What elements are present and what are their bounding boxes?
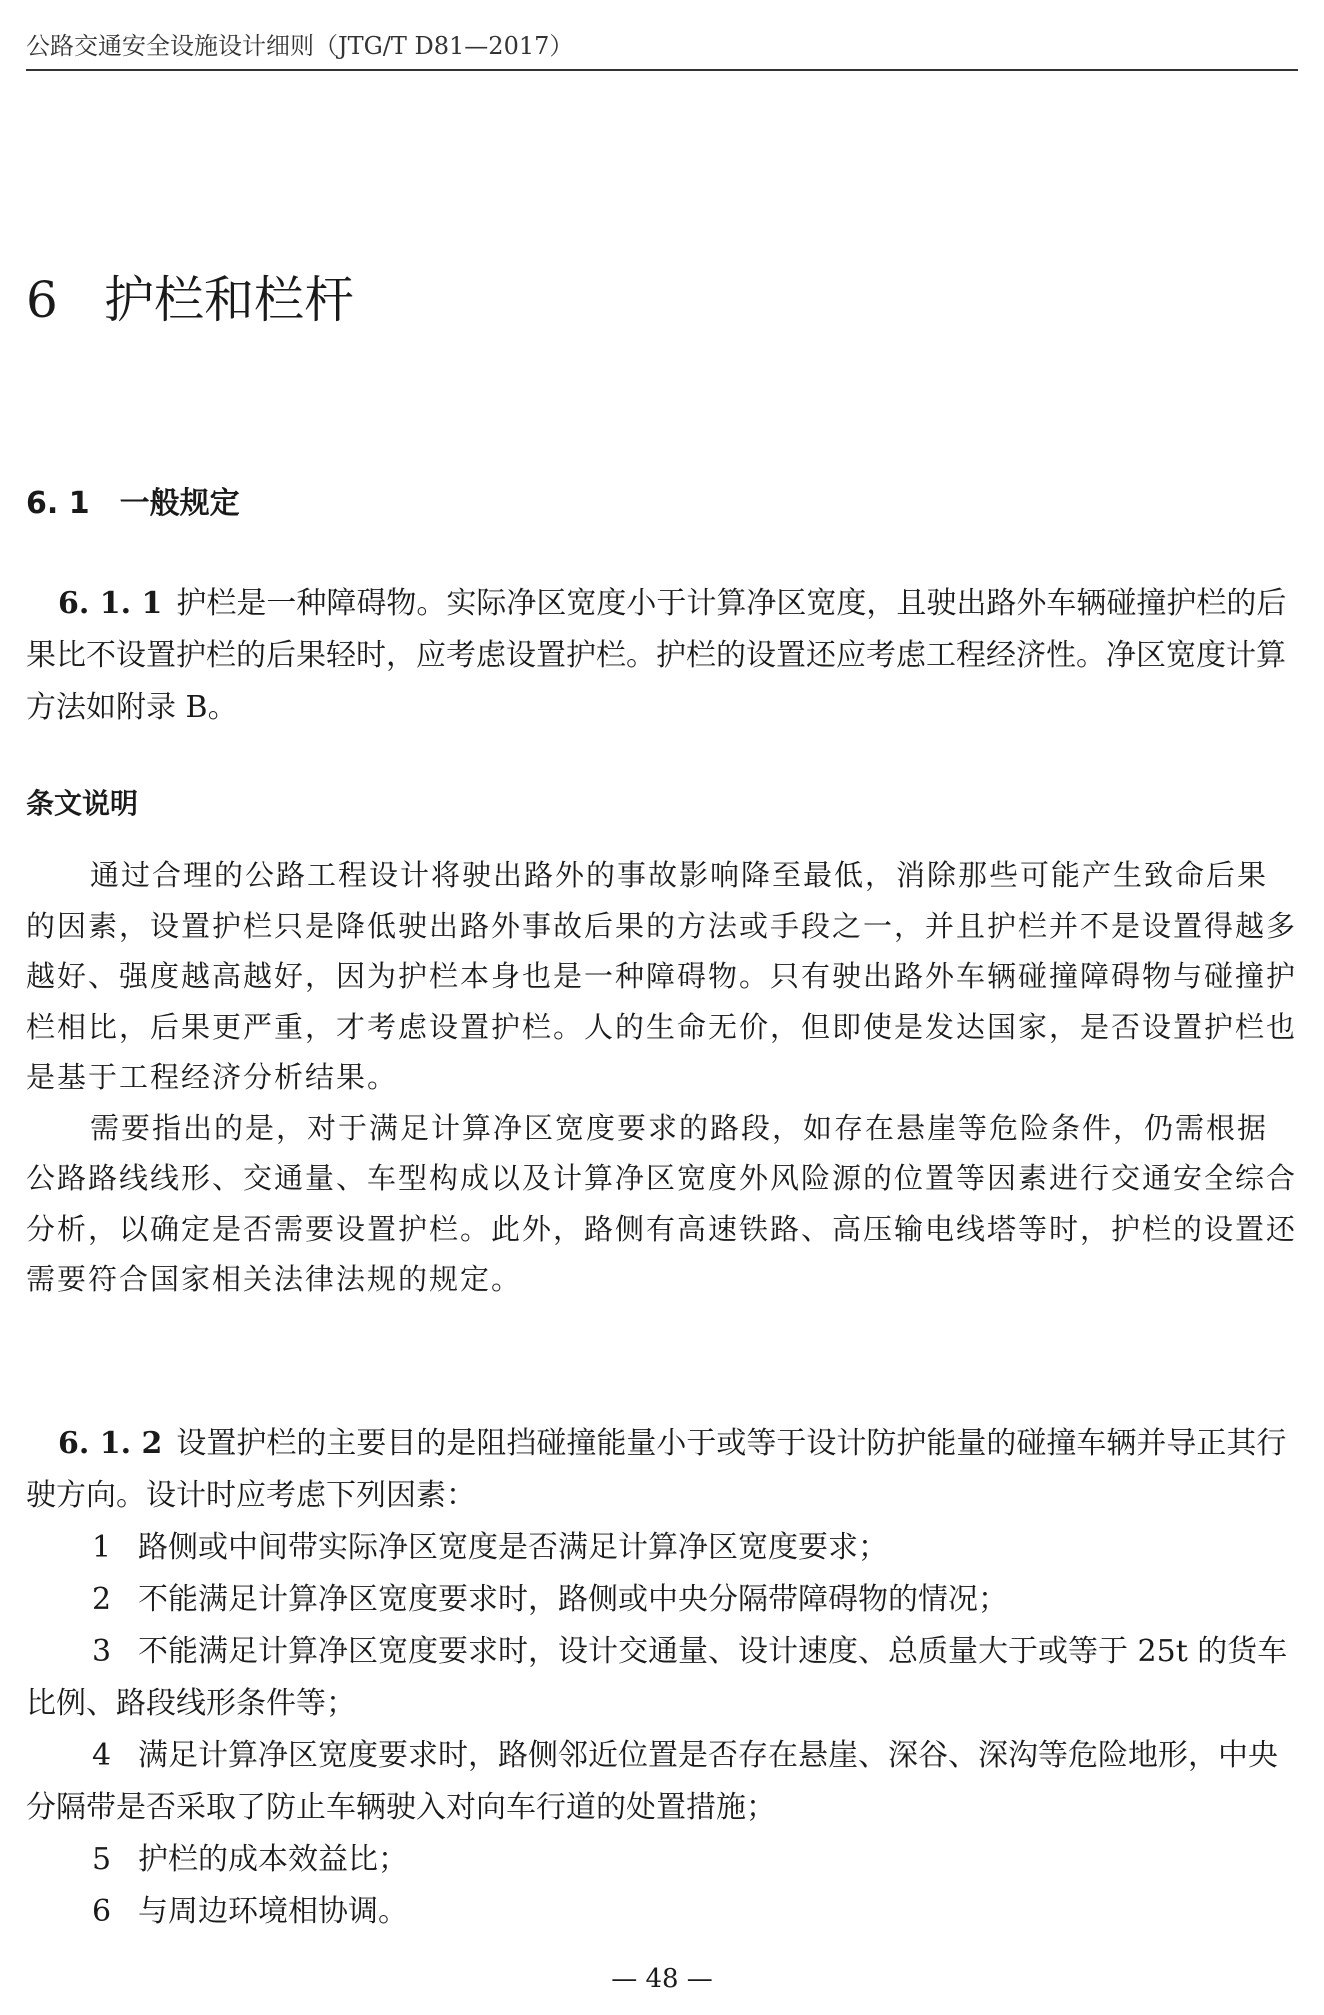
page-number: — 48 — <box>611 1964 713 1994</box>
list-item <box>26 1834 1298 1886</box>
clause-6-1-1 <box>26 578 1298 734</box>
chapter-title-text: 护栏和栏杆 <box>104 271 354 329</box>
section-title-text: 一般规定 <box>119 486 240 521</box>
header-rule <box>26 69 1298 71</box>
list-item <box>26 1574 1298 1626</box>
explanation-paragraph: 通过合理的公路工程设计将驶出路外的事故影响降至最低，消除那些可能产生致命后果的因素，设置护栏只是降低驶出路外事故后果的方法或手段之一，并且护栏并不是设置得越多越好、强度越高越好，因为护栏本身也是一种障碍物。只有驶出路外车辆碰撞障碍物与碰撞护栏相比，后果更严重，才考虑设置护栏。人的生命无价，但即使是发达国家，是否设置护栏也是基于工程经济分析结果。 <box>26 858 1298 1094</box>
chapter-title <box>26 260 354 332</box>
item-text: 满足计算净区宽度要求时，路侧邻近位置是否存在悬崖、深谷、深沟等危险地形，中央分隔带是否采取了防止车辆驶入对向车行道的处置措施； <box>26 1738 1278 1825</box>
clause-number: 6. 1. 1 <box>58 586 163 621</box>
explanation-body <box>26 850 1298 1305</box>
chapter-number: 6 <box>26 271 58 329</box>
clause-text: 护栏是一种障碍物。实际净区宽度小于计算净区宽度，且驶出路外车辆碰撞护栏的后果比不设置护栏的后果轻时，应考虑设置护栏。护栏的设置还应考虑工程经济性。净区宽度计算方法如附录 B。 <box>26 586 1287 725</box>
explanation-heading: 条文说明 <box>26 787 139 820</box>
item-number: 3 <box>92 1634 112 1669</box>
running-header: 公路交通安全设施设计细则（JTG/T D81—2017） <box>26 32 574 60</box>
item-text: 护栏的成本效益比； <box>138 1842 408 1877</box>
clause-number: 6. 1. 2 <box>58 1426 163 1461</box>
item-number: 2 <box>92 1582 112 1617</box>
item-text: 路侧或中间带实际净区宽度是否满足计算净区宽度要求； <box>138 1530 888 1565</box>
factor-list <box>26 1522 1298 1938</box>
list-item <box>26 1730 1298 1834</box>
item-text: 与周边环境相协调。 <box>138 1894 408 1929</box>
item-number: 5 <box>92 1842 112 1877</box>
item-number: 6 <box>92 1894 112 1929</box>
item-number: 4 <box>92 1738 112 1773</box>
item-text: 不能满足计算净区宽度要求时，路侧或中央分隔带障碍物的情况； <box>138 1582 1008 1617</box>
clause-6-1-2 <box>26 1418 1298 1522</box>
clause-text: 设置护栏的主要目的是阻挡碰撞能量小于或等于设计防护能量的碰撞车辆并导正其行驶方向。设计时应考虑下列因素： <box>26 1426 1287 1513</box>
list-item <box>26 1626 1298 1730</box>
item-text: 不能满足计算净区宽度要求时，设计交通量、设计速度、总质量大于或等于 25t 的货车比例、路段线形条件等； <box>26 1634 1288 1721</box>
list-item <box>26 1522 1298 1574</box>
list-item <box>26 1886 1298 1938</box>
explanation-paragraph: 需要指出的是，对于满足计算净区宽度要求的路段，如存在悬崖等危险条件，仍需根据公路路线线形、交通量、车型构成以及计算净区宽度外风险源的位置等因素进行交通安全综合分析，以确定是否需要设置护栏。此外，路侧有高速铁路、高压输电线塔等时，护栏的设置还需要符合国家相关法律法规的规定。 <box>26 1110 1298 1296</box>
item-number: 1 <box>92 1530 112 1565</box>
section-number: 6. 1 <box>26 486 90 521</box>
section-title <box>26 478 240 522</box>
